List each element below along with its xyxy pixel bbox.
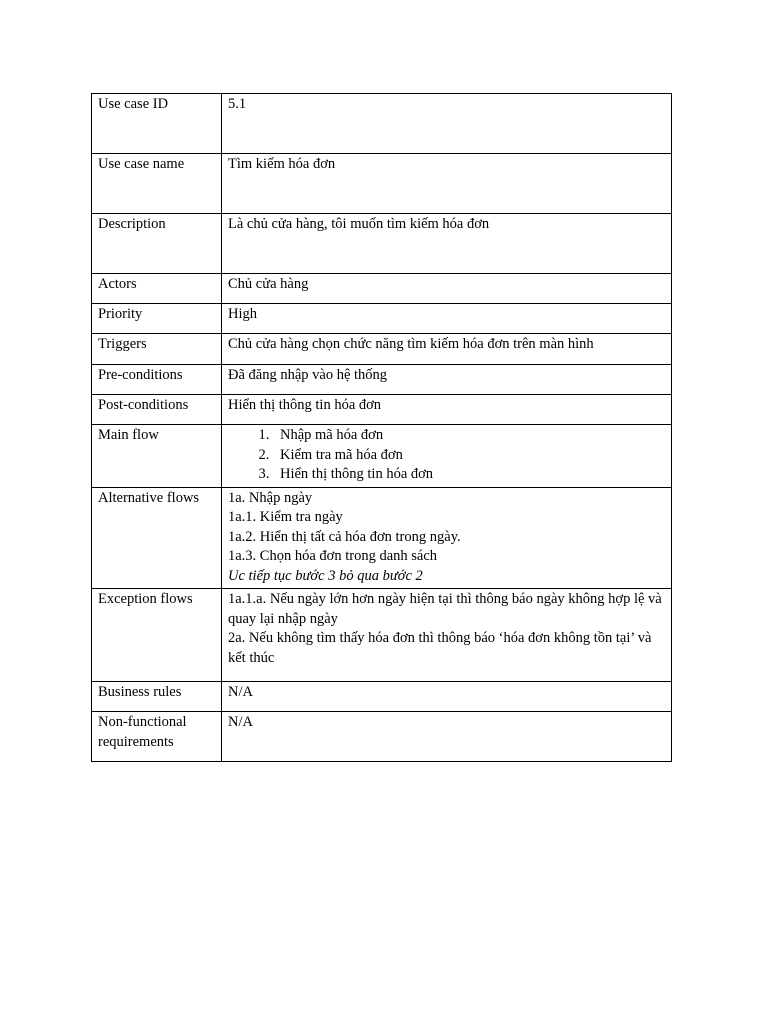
exception-flow-line: 1a.1.a. Nếu ngày lớn hơn ngày hiện tại thì thông báo ngày không hợp lệ và quay lại nhập ngày — [228, 591, 662, 627]
main-flow-label: Main flow — [92, 425, 222, 488]
main-flow-step: 2. Kiểm tra mã hóa đơn — [273, 446, 665, 466]
business-rules-label: Business rules — [92, 682, 222, 712]
preconditions-label: Pre-conditions — [92, 365, 222, 395]
exception-flows-value — [222, 589, 672, 682]
use-case-name-value: Tìm kiếm hóa đơn — [222, 154, 672, 214]
use-case-id-value: 5.1 — [222, 94, 672, 154]
alternative-flow-line: 1a.1. Kiểm tra ngày — [228, 509, 343, 525]
triggers-label: Triggers — [92, 334, 222, 365]
row-description — [92, 214, 672, 274]
row-use-case-id — [92, 94, 672, 154]
row-preconditions — [92, 365, 672, 395]
priority-value: High — [222, 304, 672, 334]
description-value: Là chủ cửa hàng, tôi muốn tìm kiếm hóa đơn — [222, 214, 672, 274]
alternative-flow-line: 1a.2. Hiển thị tất cả hóa đơn trong ngày. — [228, 528, 461, 545]
alternative-flow-line: 1a.3. Chọn hóa đơn trong danh sách — [228, 548, 438, 564]
alternative-flows-value — [222, 487, 672, 589]
row-business-rules — [92, 682, 672, 712]
non-functional-label: Non-functional requirements — [92, 712, 222, 762]
main-flow-steps — [228, 426, 665, 485]
main-flow-step: 1. Nhập mã hóa đơn — [273, 426, 665, 446]
row-alternative-flows — [92, 487, 672, 589]
non-functional-value: N/A — [222, 712, 672, 762]
description-label: Description — [92, 214, 222, 274]
row-priority — [92, 304, 672, 334]
alternative-flow-line: 1a. Nhập ngày — [228, 489, 313, 506]
triggers-value: Chủ cửa hàng chọn chức năng tìm kiếm hóa đơn trên màn hình — [222, 334, 672, 365]
main-flow-step: 3. Hiển thị thông tin hóa đơn — [273, 465, 665, 485]
priority-label: Priority — [92, 304, 222, 334]
main-flow-value — [222, 425, 672, 488]
alternative-flow-note: Uc tiếp tục bước 3 bỏ qua bước 2 — [228, 567, 423, 584]
row-exception-flows — [92, 589, 672, 682]
exception-flows-label: Exception flows — [92, 589, 222, 682]
row-triggers — [92, 334, 672, 365]
use-case-id-label: Use case ID — [92, 94, 222, 154]
row-actors — [92, 274, 672, 304]
preconditions-value: Đã đăng nhập vào hệ thống — [222, 365, 672, 395]
use-case-table — [91, 93, 672, 762]
postconditions-value: Hiển thị thông tin hóa đơn — [222, 395, 672, 425]
row-main-flow — [92, 425, 672, 488]
actors-value: Chủ cửa hàng — [222, 274, 672, 304]
business-rules-value: N/A — [222, 682, 672, 712]
use-case-name-label: Use case name — [92, 154, 222, 214]
alternative-flows-label: Alternative flows — [92, 487, 222, 589]
row-non-functional — [92, 712, 672, 762]
row-postconditions — [92, 395, 672, 425]
actors-label: Actors — [92, 274, 222, 304]
exception-flow-line: 2a. Nếu không tìm thấy hóa đơn thì thông báo ‘hóa đơn không tồn tại’ và kết thúc — [228, 630, 652, 666]
postconditions-label: Post-conditions — [92, 395, 222, 425]
row-use-case-name — [92, 154, 672, 214]
